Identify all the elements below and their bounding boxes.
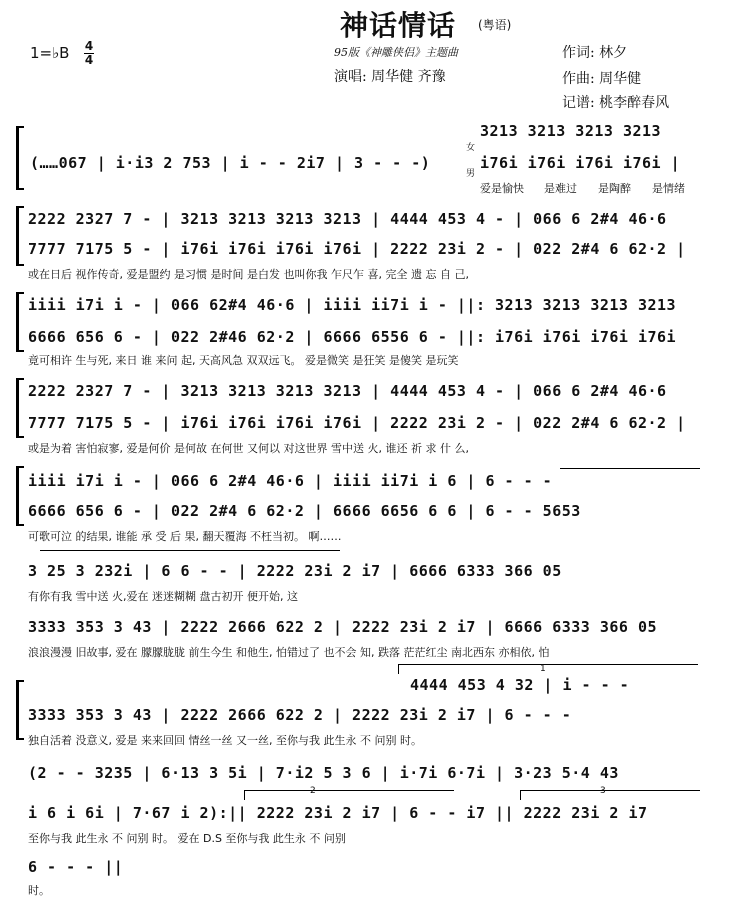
- row2-voice-bottom: 7777 7175 5 - | i76i i76i i76i i76i | 2222 23i 2 - | 022 2#4 6 62·2 |: [28, 240, 686, 258]
- volta-3-line: [520, 790, 700, 791]
- row5-lyrics: 可歌可泣 的结果, 谁能 承 受 后 果, 翻天覆海 不枉当初。 啊……: [28, 530, 342, 543]
- row8-voice-top: 4444 453 4 32 | i - - -: [410, 676, 630, 694]
- singers: 演唱: 周华健 齐豫: [334, 69, 446, 85]
- volta-1-number: 1: [540, 664, 546, 674]
- row2-voice-top: 2222 2327 7 - | 3213 3213 3213 3213 | 4444 453 4 - | 066 6 2#4 46·6: [28, 210, 667, 228]
- row3-lyrics: 竟可相许 生与死, 来日 谁 来问 起, 天高风急 双双远飞。 爱是微笑 是狂笑 是傻笑 是玩笑: [28, 354, 459, 367]
- system-bracket-5: [16, 466, 19, 526]
- time-signature-top: 4: [84, 39, 94, 53]
- key-signature: 1=♭B: [30, 44, 70, 62]
- row1-voice-bottom: i76i i76i i76i i76i |: [480, 154, 681, 172]
- row1-lyric-3: 是陶醉: [598, 182, 631, 195]
- row9-lyrics: 至你与我 此生永 不 问别 时。 爱在 D.S 至你与我 此生永 不 问别: [28, 832, 346, 845]
- row2-lyrics: 或在日后 视作传奇, 爱是盟约 是习惯 是时间 是白发 也叫你我 乍尺乍 喜, 完全 遗 忘 自 己,: [28, 268, 469, 281]
- row7-notes: 3333 353 3 43 | 2222 2666 622 2 | 2222 23i 2 i7 | 6666 6333 366 05: [28, 618, 658, 636]
- row3-voice-top: iiii i7i i - | 066 62#4 46·6 | iiii ii7i i - ||: 3213 3213 3213 3213: [28, 296, 677, 314]
- system-bracket-2: [16, 206, 19, 266]
- row9-voice-top: (2 - - 3235 | 6·13 3 5i | 7·i2 5 3 6 | i·7i 6·7i | 3·23 5·4 43: [28, 764, 619, 782]
- row6-notes: 3 25 3 232i | 6 6 - - | 2222 23i 2 i7 | 6666 6333 366 05: [28, 562, 562, 580]
- song-title: 神话情话: [340, 9, 457, 42]
- volta-1-line: [398, 664, 698, 665]
- row1-voice-top: 3213 3213 3213 3213: [480, 122, 662, 140]
- time-signature-bottom: 4: [84, 53, 94, 67]
- row1-lyric-4: 是情绪: [652, 182, 685, 195]
- system-bracket-8: [16, 680, 19, 740]
- volta-1-start: [398, 664, 399, 674]
- row4-voice-top: 2222 2327 7 - | 3213 3213 3213 3213 | 4444 453 4 - | 066 6 2#4 46·6: [28, 382, 667, 400]
- transcriber: 记谱: 桃李醉春风: [562, 95, 670, 111]
- row5-voice-bottom: 6666 656 6 - | 022 2#4 6 62·2 | 6666 6656 6 6 | 6 - - 5653: [28, 502, 581, 520]
- row10-notes: 6 - - - ||: [28, 858, 124, 876]
- row8-voice-bottom: 3333 353 3 43 | 2222 2666 622 2 | 2222 23i 2 i7 | 6 - - -: [28, 706, 572, 724]
- row1-lyric-2: 是难过: [544, 182, 577, 195]
- row6-lyrics: 有你有我 雪中送 火,爱在 迷迷糊糊 盘古初开 便开始, 这: [28, 590, 298, 603]
- row3-voice-bottom: 6666 656 6 - | 022 2#46 62·2 | 6666 6556 6 - ||: i76i i76i i76i i76i: [28, 328, 677, 346]
- row5-voice-top: iiii i7i i - | 066 6 2#4 46·6 | iiii ii7i i 6 | 6 - - -: [28, 472, 553, 490]
- composer: 作曲: 周华健: [562, 71, 642, 87]
- system-bracket-4: [16, 378, 19, 438]
- row8-lyrics: 独自活着 没意义, 爱是 来来回回 情丝一丝 又一丝, 至你与我 此生永 不 问别 时。: [28, 734, 422, 747]
- title-language-note: (粤语): [478, 18, 512, 32]
- row5-slur: [560, 468, 700, 469]
- system-bracket-1: [16, 126, 19, 190]
- row7-lyrics: 浪浪漫漫 旧故事, 爱在 朦朦胧胧 前生今生 和他生, 怕错过了 也不会 知, 跌落 茫茫红尘 南北西东 亦相依, 怕: [28, 646, 550, 659]
- row9-voice-bottom: i 6 i 6i | 7·67 i 2):|| 2222 23i 2 i7 | 6 - - i7 || 2222 23i 2 i7: [28, 804, 648, 822]
- volta-2-number: 2: [310, 786, 316, 796]
- female-mark: 女: [466, 143, 476, 153]
- intro-notes: (……067 | i·i3 2 753 | i - - 2i7 | 3 - - -): [30, 154, 431, 172]
- song-source: 95版《神雕侠侣》主题曲: [334, 46, 458, 59]
- volta-3-number: 3: [600, 786, 606, 796]
- volta-3-start: [520, 790, 521, 800]
- volta-2-start: [244, 790, 245, 800]
- row4-lyrics: 或是为着 害怕寂寥, 爱是何价 是何故 在何世 又何以 对这世界 雪中送 火, 谁还 祈 求 什 么,: [28, 442, 469, 455]
- male-mark: 男: [466, 169, 476, 179]
- row1-lyric-1: 爱是愉快: [480, 182, 524, 195]
- row10-lyrics: 时。: [28, 884, 50, 897]
- volta-2-line: [244, 790, 454, 791]
- row6-slur: [40, 550, 340, 551]
- system-bracket-3: [16, 292, 19, 352]
- row4-voice-bottom: 7777 7175 5 - | i76i i76i i76i i76i | 2222 23i 2 - | 022 2#4 6 62·2 |: [28, 414, 686, 432]
- lyricist: 作词: 林夕: [562, 45, 628, 61]
